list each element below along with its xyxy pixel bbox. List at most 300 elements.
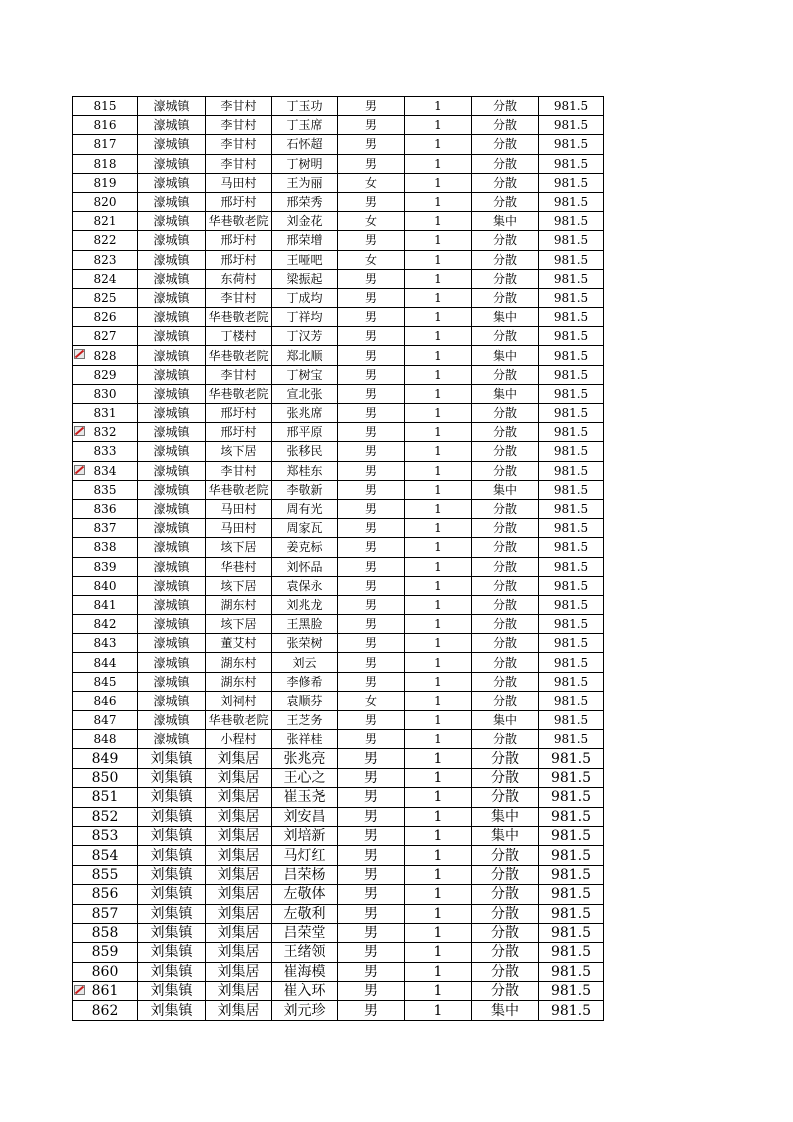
row-number-cell [73,634,138,653]
gender-text: 男 [364,963,378,980]
name-text: 邢平原 [286,425,323,440]
support-type-cell [472,346,539,365]
table-row [73,308,604,327]
count-cell [405,250,472,269]
row-number-text: 859 [91,944,119,961]
row-number-cell [73,288,138,307]
village-text: 刘集居 [217,769,260,786]
gender-cell [338,672,405,691]
table-row [73,519,604,538]
amount-text: 981.5 [550,808,592,825]
row-number-text: 816 [93,118,117,133]
row-number-text: 858 [91,925,119,942]
gender-text: 女 [364,693,377,708]
count-cell [405,904,472,923]
town-cell [138,557,206,576]
support-type-text: 集中 [492,310,517,325]
gender-text: 男 [364,290,377,305]
support-type-cell [472,826,539,845]
amount-text: 981.5 [553,214,589,229]
gender-text: 男 [364,597,377,612]
row-number-text: 841 [93,597,117,612]
town-text: 濠城镇 [153,559,190,574]
amount-cell [539,212,604,231]
town-text: 濠城镇 [153,233,190,248]
gender-cell [338,480,405,499]
amount-cell [539,97,604,116]
gender-text: 男 [364,406,377,421]
support-type-text: 分散 [491,983,519,1000]
town-text: 濠城镇 [153,329,190,344]
support-type-text: 分散 [492,597,517,612]
town-text: 濠城镇 [153,118,190,133]
row-number-cell [73,499,138,518]
count-text: 1 [433,963,443,980]
town-cell [138,192,206,211]
support-type-cell [472,192,539,211]
gender-text: 男 [364,578,377,593]
comment-marker-icon[interactable] [74,349,85,359]
table-row [73,904,604,923]
comment-marker-icon[interactable] [74,426,85,436]
name-cell [272,384,338,403]
table-row [73,480,604,499]
village-cell [206,442,272,461]
town-cell [138,1001,206,1020]
amount-cell [539,826,604,845]
name-text: 马灯红 [283,847,326,864]
row-number-cell [73,923,138,942]
row-number-cell [73,615,138,634]
row-number-cell [73,826,138,845]
table-row [73,691,604,710]
town-text: 濠城镇 [153,502,190,517]
gender-text: 女 [364,175,377,190]
village-text: 垓下居 [220,617,257,632]
support-type-cell [472,691,539,710]
row-number-text: 848 [93,732,117,747]
support-type-text: 分散 [491,866,519,883]
name-text: 刘安昌 [283,808,326,825]
village-text: 湖东村 [220,655,257,670]
village-cell [206,982,272,1001]
village-cell [206,923,272,942]
count-cell [405,116,472,135]
village-cell [206,904,272,923]
town-cell [138,404,206,423]
count-cell [405,807,472,826]
row-number-text: 827 [93,329,117,344]
count-cell [405,384,472,403]
count-text: 1 [433,905,443,922]
town-text: 濠城镇 [153,444,190,459]
name-cell [272,807,338,826]
gender-cell [338,250,405,269]
gender-cell [338,423,405,442]
row-number-cell [73,384,138,403]
town-text: 刘集镇 [150,769,193,786]
amount-cell [539,1001,604,1020]
support-type-text: 分散 [491,886,519,903]
table-row [73,212,604,231]
count-text: 1 [433,1002,443,1019]
gender-cell [338,308,405,327]
name-text: 刘怀品 [286,559,323,574]
village-cell [206,634,272,653]
town-text: 刘集镇 [150,925,193,942]
support-type-cell [472,768,539,787]
village-cell [206,711,272,730]
amount-text: 981.5 [553,732,589,747]
village-cell [206,538,272,557]
row-number-cell [73,982,138,1001]
village-text: 刘集居 [217,944,260,961]
support-type-cell [472,865,539,884]
count-text: 1 [434,693,442,708]
row-number-text: 821 [93,214,117,229]
amount-cell [539,308,604,327]
town-text: 刘集镇 [150,789,193,806]
town-text: 濠城镇 [153,597,190,612]
gender-cell [338,557,405,576]
name-text: 张兆亮 [283,750,326,767]
amount-text: 981.5 [553,617,589,632]
count-cell [405,288,472,307]
village-cell [206,653,272,672]
gender-text: 男 [364,944,378,961]
row-number-cell [73,557,138,576]
name-text: 邢荣秀 [286,195,323,210]
table-row [73,672,604,691]
support-type-text: 分散 [491,925,519,942]
count-cell [405,135,472,154]
count-cell [405,865,472,884]
amount-text: 981.5 [553,406,589,421]
count-text: 1 [434,290,442,305]
table-row [73,615,604,634]
row-number-text: 817 [93,137,117,152]
support-type-text: 集中 [491,828,519,845]
comment-marker-icon[interactable] [74,465,85,475]
town-text: 刘集镇 [150,847,193,864]
village-text: 刘集居 [217,866,260,883]
amount-text: 981.5 [553,310,589,325]
support-type-cell [472,885,539,904]
row-number-cell [73,672,138,691]
name-cell [272,1001,338,1020]
count-cell [405,691,472,710]
town-text: 濠城镇 [153,482,190,497]
name-cell [272,904,338,923]
support-type-text: 分散 [492,617,517,632]
gender-text: 男 [364,233,377,248]
gender-text: 男 [364,655,377,670]
row-number-text: 850 [91,769,119,786]
gender-text: 男 [364,713,377,728]
gender-cell [338,384,405,403]
town-cell [138,595,206,614]
village-text: 华巷村 [220,559,257,574]
row-number-text: 844 [93,655,117,670]
name-cell [272,250,338,269]
town-text: 濠城镇 [153,348,190,363]
row-number-cell [73,212,138,231]
row-number-text: 826 [93,310,117,325]
town-cell [138,116,206,135]
row-number-text: 851 [91,789,119,806]
village-text: 邢圩村 [220,195,257,210]
gender-cell [338,846,405,865]
row-number-cell [73,846,138,865]
count-cell [405,231,472,250]
table-row [73,962,604,981]
village-cell [206,576,272,595]
village-text: 刘集居 [217,886,260,903]
town-cell [138,212,206,231]
name-cell [272,327,338,346]
gender-text: 男 [364,521,377,536]
town-cell [138,672,206,691]
name-text: 丁汉芳 [286,329,323,344]
amount-text: 981.5 [550,866,592,883]
support-type-text: 分散 [492,636,517,651]
row-number-text: 819 [93,175,117,190]
row-number-text: 853 [91,828,119,845]
amount-cell [539,615,604,634]
row-number-text: 847 [93,713,117,728]
name-cell [272,461,338,480]
table-row [73,730,604,749]
gender-text: 男 [364,348,377,363]
town-cell [138,250,206,269]
table-row [73,192,604,211]
amount-text: 981.5 [553,425,589,440]
count-text: 1 [434,559,442,574]
count-cell [405,1001,472,1020]
village-text: 李甘村 [220,367,257,382]
name-cell [272,519,338,538]
village-cell [206,595,272,614]
gender-text: 男 [364,1002,378,1019]
support-type-text: 分散 [492,233,517,248]
town-text: 濠城镇 [153,578,190,593]
name-text: 刘云 [292,655,317,670]
count-text: 1 [434,137,442,152]
name-cell [272,768,338,787]
name-cell [272,962,338,981]
count-text: 1 [433,847,443,864]
gender-cell [338,442,405,461]
row-number-text: 860 [91,963,119,980]
gender-text: 男 [364,310,377,325]
name-cell [272,691,338,710]
count-text: 1 [433,750,443,767]
amount-text: 981.5 [553,175,589,190]
support-type-text: 分散 [492,252,517,267]
count-cell [405,943,472,962]
support-type-text: 分散 [492,521,517,536]
comment-marker-icon[interactable] [74,985,85,995]
town-text: 刘集镇 [150,944,193,961]
gender-cell [338,749,405,768]
gender-cell [338,923,405,942]
count-text: 1 [433,769,443,786]
support-type-text: 集中 [492,348,517,363]
village-cell [206,423,272,442]
gender-text: 男 [364,137,377,152]
row-number-cell [73,768,138,787]
town-cell [138,135,206,154]
support-type-text: 分散 [492,195,517,210]
gender-cell [338,538,405,557]
name-text: 张兆席 [286,406,323,421]
gender-text: 男 [364,502,377,517]
count-text: 1 [433,808,443,825]
town-text: 刘集镇 [150,866,193,883]
gender-cell [338,943,405,962]
support-type-cell [472,212,539,231]
name-text: 丁树明 [286,156,323,171]
name-text: 张移民 [286,444,323,459]
support-type-cell [472,499,539,518]
name-text: 左敬利 [283,905,326,922]
support-type-cell [472,116,539,135]
amount-cell [539,269,604,288]
town-cell [138,730,206,749]
town-text: 刘集镇 [150,983,193,1000]
amount-text: 981.5 [550,769,592,786]
village-cell [206,97,272,116]
gender-cell [338,982,405,1001]
village-cell [206,212,272,231]
row-number-cell [73,519,138,538]
amount-text: 981.5 [553,329,589,344]
name-text: 刘金花 [286,214,323,229]
village-cell [206,885,272,904]
row-number-cell [73,885,138,904]
name-text: 吕荣堂 [283,925,326,942]
count-cell [405,538,472,557]
town-text: 刘集镇 [150,963,193,980]
name-text: 王为丽 [286,175,323,190]
row-number-cell [73,788,138,807]
support-type-cell [472,595,539,614]
row-number-text: 854 [91,847,119,864]
amount-cell [539,634,604,653]
count-cell [405,962,472,981]
row-number-cell [73,1001,138,1020]
row-number-text: 846 [93,693,117,708]
count-text: 1 [434,444,442,459]
gender-cell [338,154,405,173]
row-number-text: 834 [93,463,117,478]
name-text: 丁树宝 [286,367,323,382]
village-cell [206,730,272,749]
name-cell [272,982,338,1001]
count-text: 1 [433,886,443,903]
name-cell [272,365,338,384]
village-text: 刘集居 [217,828,260,845]
gender-cell [338,499,405,518]
name-cell [272,615,338,634]
village-cell [206,962,272,981]
town-text: 濠城镇 [153,214,190,229]
town-text: 濠城镇 [153,310,190,325]
amount-cell [539,135,604,154]
name-cell [272,116,338,135]
town-cell [138,384,206,403]
name-cell [272,308,338,327]
village-cell [206,346,272,365]
gender-text: 男 [364,828,378,845]
town-cell [138,288,206,307]
row-number-cell [73,711,138,730]
count-text: 1 [434,99,442,114]
support-type-cell [472,269,539,288]
row-number-text: 861 [91,983,119,1000]
gender-cell [338,346,405,365]
village-cell [206,615,272,634]
amount-cell [539,480,604,499]
support-type-cell [472,231,539,250]
support-type-text: 分散 [492,175,517,190]
row-number-text: 843 [93,636,117,651]
support-type-text: 分散 [492,732,517,747]
amount-text: 981.5 [553,367,589,382]
town-text: 濠城镇 [153,674,190,689]
village-text: 李甘村 [220,290,257,305]
town-cell [138,653,206,672]
count-cell [405,982,472,1001]
row-number-text: 828 [93,348,117,363]
town-text: 刘集镇 [150,905,193,922]
table-row [73,923,604,942]
gender-cell [338,904,405,923]
table-row [73,442,604,461]
amount-text: 981.5 [550,905,592,922]
support-type-text: 分散 [492,137,517,152]
name-cell [272,885,338,904]
row-number-text: 824 [93,271,117,286]
amount-text: 981.5 [553,195,589,210]
village-text: 李甘村 [220,118,257,133]
amount-text: 981.5 [553,252,589,267]
row-number-cell [73,135,138,154]
amount-cell [539,768,604,787]
gender-text: 男 [364,847,378,864]
town-text: 刘集镇 [150,886,193,903]
count-cell [405,595,472,614]
row-number-cell [73,538,138,557]
count-cell [405,768,472,787]
amount-cell [539,365,604,384]
village-text: 李甘村 [220,99,257,114]
town-cell [138,519,206,538]
count-cell [405,154,472,173]
town-cell [138,97,206,116]
amount-cell [539,691,604,710]
support-type-text: 分散 [492,463,517,478]
name-text: 周有光 [286,502,323,517]
town-cell [138,885,206,904]
support-type-cell [472,749,539,768]
support-type-text: 分散 [491,769,519,786]
name-text: 刘元珍 [283,1002,326,1019]
name-cell [272,97,338,116]
gender-cell [338,615,405,634]
count-cell [405,885,472,904]
name-cell [272,653,338,672]
